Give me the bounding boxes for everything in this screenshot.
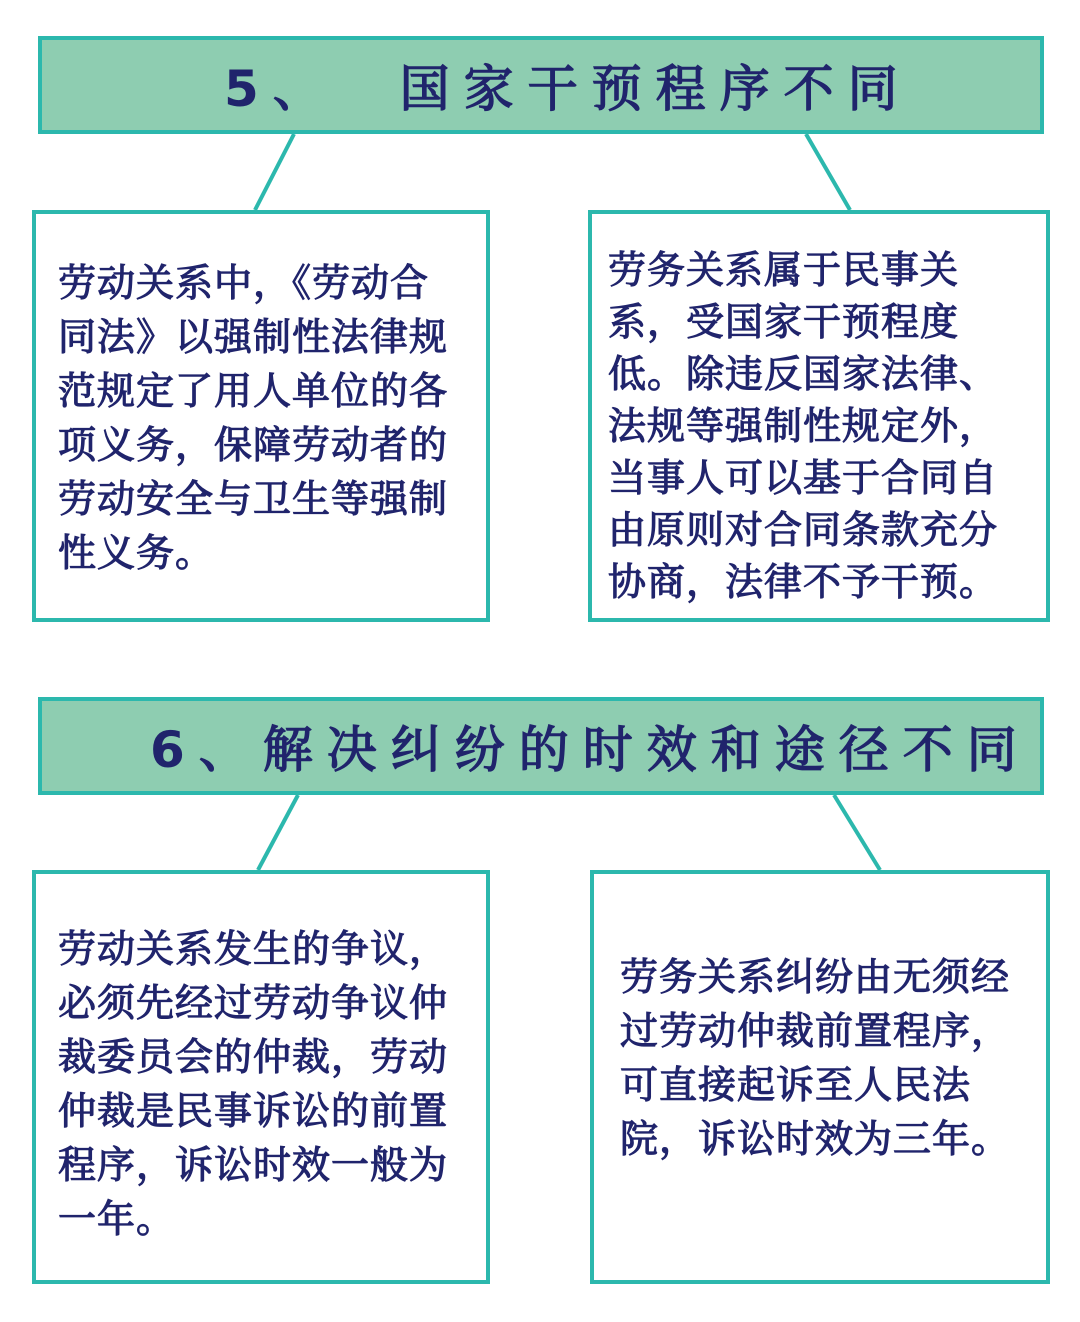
connector-right [834,795,880,870]
section-title-text: 6、解决纠纷的时效和途径不同 [150,721,1031,779]
service-relation-box [588,210,1050,622]
service-relation-text: 劳务关系属于民事关系，受国家干预程度低。除违反国家法律、法规等强制性规定外，当事人可以基于合同自由原则对合同条款充分协商，法律不予干预。 [608,248,999,604]
section-title-text: 5、 国家干预程序不同 [224,60,912,118]
labor-relation-box [32,210,490,622]
service-relation-box [590,870,1050,1284]
labor-relation-text: 劳动关系中，《劳动合同法》以强制性法律规范规定了用人单位的各项义务，保障劳动者的劳动安全与卫生等强制性义务。 [58,261,449,575]
connector-left [255,134,294,210]
section-6 [0,660,1080,1322]
connector-left [258,795,298,870]
section-title [38,697,1044,795]
connector-right [806,134,850,210]
service-relation-text: 劳务关系纠纷由无须经过劳动仲裁前置程序，可直接起诉至人民法院，诉讼时效为三年。 [620,955,1011,1161]
labor-relation-box [32,870,490,1284]
section-title [38,36,1044,134]
labor-relation-text: 劳动关系发生的争议，必须先经过劳动争议仲裁委员会的仲裁，劳动仲裁是民事诉讼的前置程序，诉讼时效一般为一年。 [58,927,449,1241]
section-5 [0,0,1080,660]
